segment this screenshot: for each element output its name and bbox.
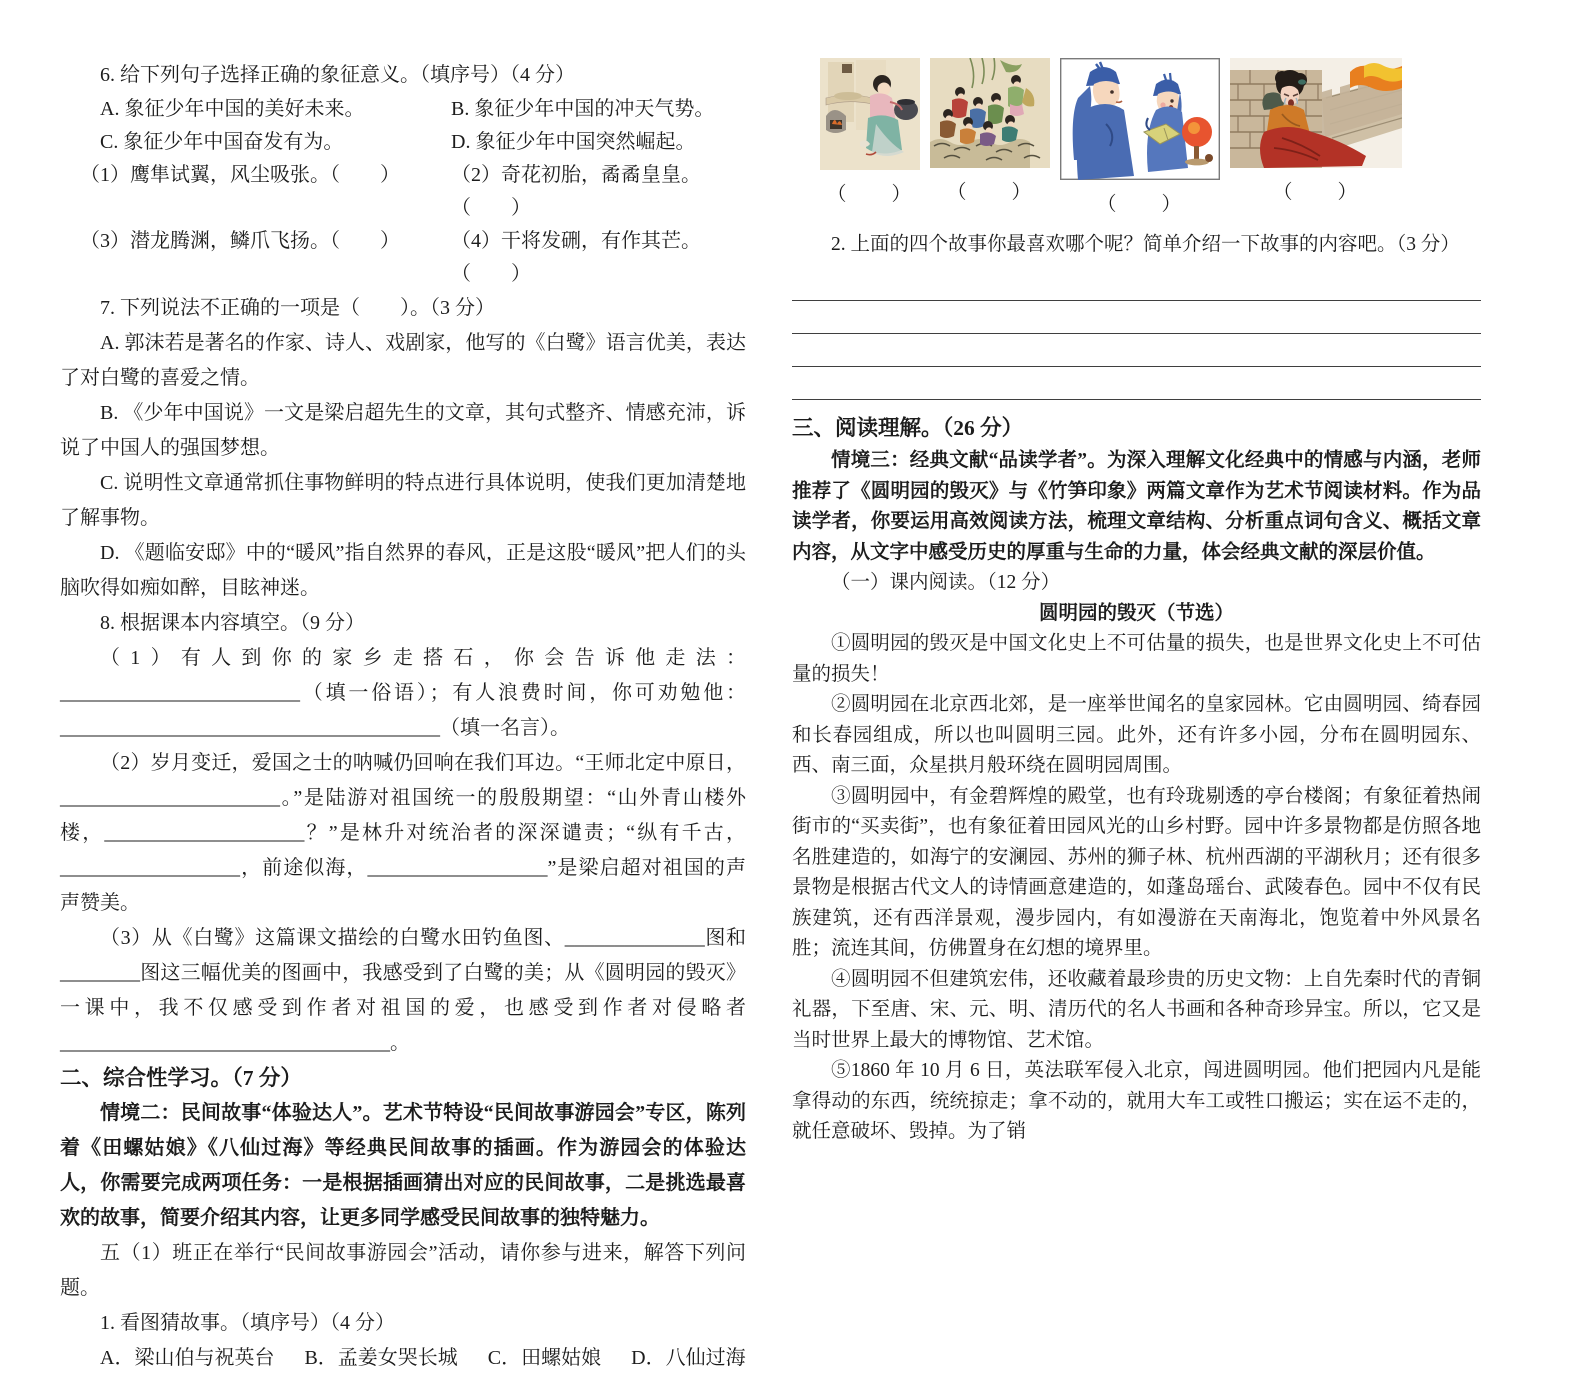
illustration-liang-zhu	[1060, 58, 1220, 180]
answer-line	[792, 367, 1481, 400]
figure-2	[930, 58, 1050, 206]
question-8-item-1: （1）有人到你的家乡走搭石，你会告诉他走法：________________________（填一俗语）；有人浪费时间，你可劝勉他：______________________________________（填一名言）。	[60, 647, 746, 739]
story-option-d: D．八仙过海	[631, 1347, 746, 1369]
question-7-option-a: A. 郭沫若是著名的作家、诗人、戏剧家，他写的《白鹭》语言优美，表达了对白鹭的喜爱之情。	[60, 332, 746, 389]
question-2-answer-area	[792, 268, 1481, 400]
passage-title: 圆明园的毁灭（节选）	[1038, 602, 1234, 624]
illustration-mengjiangnv	[1230, 58, 1402, 168]
question-2-title: 2. 上面的四个故事你最喜欢哪个呢？简单介绍一下故事的内容吧。（3 分）	[831, 234, 1460, 255]
section-3-intro: 情境三：经典文献“品读学者”。为深入理解文化经典中的情感与内涵，老师推荐了《圆明园的毁灭》与《竹笋印象》两篇文章作为艺术节阅读材料。作为品读学者，你要运用高效阅读方法，梳理文章结构、分析重点词句含义、概括文章内容，从文字中感受历史的厚重与生命的力量，体会经典文献的深层价值。	[792, 450, 1481, 563]
question-8-item-2: （2）岁月变迁，爱国之士的呐喊仍回响在我们耳边。“王师北定中原日，______________________。”是陆游对祖国统一的殷殷期望：“山外青山楼外楼，____________________？”是林升对统治者的深深谴责；“纵有千古，__________________，前途似海，__________________”是梁启超对祖国的声声赞美。	[60, 752, 746, 914]
story-option-b: B．孟姜女哭长城	[304, 1347, 458, 1369]
illustration-tianluo-guniang	[820, 58, 920, 170]
question-6-item-1: （1）鹰隼试翼，风尘吸张。（ ）	[80, 164, 400, 186]
question-6-item-4: （4）干将发硎，有作其芒。（ ）	[451, 230, 702, 285]
figure-3	[1060, 58, 1220, 218]
story-option-c: C．田螺姑娘	[487, 1347, 602, 1369]
figure-1-answer-blank: （ ）	[826, 184, 913, 205]
question-6-items-row-1	[60, 159, 746, 225]
question-8-title: 8. 根据课本内容填空。（9 分）	[100, 612, 365, 634]
story-option-a: A．梁山伯与祝英台	[100, 1347, 275, 1369]
answer-line	[792, 334, 1481, 367]
left-column	[60, 58, 746, 1369]
question-8-item-3: （3）从《白鹭》这篇课文描绘的白鹭水田钓鱼图、______________图和________图这三幅优美的图画中，我感受到了白鹭的美；从《圆明园的毁灭》一课中，我不仅感受到作者对祖国的爱，也感受到作者对侵略者_________________________________。	[60, 927, 746, 1054]
figure-1	[820, 58, 920, 208]
question-6-option-b: B. 象征少年中国的冲天气势。	[451, 98, 715, 120]
question-6-options-row-2	[60, 126, 746, 159]
figure-2-answer-blank: （ ）	[946, 182, 1033, 203]
answer-line	[792, 301, 1481, 334]
question-7-option-b: B. 《少年中国说》一文是梁启超先生的文章，其句式整齐、情感充沛，诉说了中国人的强国梦想。	[60, 402, 746, 459]
question-6-option-a: A. 象征少年中国的美好未来。	[100, 98, 365, 120]
section-2-activity-line: 五（1）班正在举行“民间故事游园会”活动，请你参与进来，解答下列问题。	[60, 1242, 746, 1299]
section-2-intro: 情境二：民间故事“体验达人”。艺术节特设“民间故事游园会”专区，陈列着《田螺姑娘》《八仙过海》等经典民间故事的插画。作为游园会的体验达人，你需要完成两项任务：一是根据插画猜出对应的民间故事，二是挑选最喜欢的故事，简要介绍其内容，让更多同学感受民间故事的独特魅力。	[60, 1102, 746, 1229]
question-6-item-2: （2）奇花初胎，矞矞皇皇。（ ）	[451, 164, 702, 219]
passage-paragraph-1: ①圆明园的毁灭是中国文化史上不可估量的损失，也是世界文化史上不可估量的损失！	[792, 633, 1481, 685]
question-6-items-row-2	[60, 225, 746, 291]
question-6-item-3: （3）潜龙腾渊，鳞爪飞扬。（ ）	[80, 230, 400, 252]
figure-4-answer-blank: （ ）	[1272, 182, 1359, 203]
question-6-option-d: D. 象征少年中国突然崛起。	[451, 131, 696, 153]
question-6-title: 6. 给下列句子选择正确的象征意义。（填序号）（4 分）	[100, 64, 575, 86]
story-illustrations-row	[820, 58, 1481, 218]
answer-line	[792, 268, 1481, 301]
question-7-option-d: D. 《题临安邸》中的“暖风”指自然界的春风，正是这股“暖风”把人们的头脑吹得如痴如醉，目眩神迷。	[60, 542, 746, 599]
question-6-option-c: C. 象征少年中国奋发有为。	[100, 131, 344, 153]
passage-paragraph-2: ②圆明园在北京西北郊，是一座举世闻名的皇家园林。它由圆明园、绮春园和长春园组成，所以也叫圆明三园。此外，还有许多小园，分布在圆明园东、西、南三面，众星拱月般环绕在圆明园周围。	[792, 694, 1481, 776]
figure-3-answer-blank: （ ）	[1096, 194, 1183, 215]
section-2-title: 二、综合性学习。（7 分）	[60, 1066, 302, 1090]
passage-paragraph-3: ③圆明园中，有金碧辉煌的殿堂，也有玲珑剔透的亭台楼阁；有象征着热闹街市的“买卖街”，也有象征着田园风光的山乡村野。园中许多景物都是仿照各地名胜建造的，如海宁的安澜园、苏州的狮子林、杭州西湖的平湖秋月；还有很多景物是根据古代文人的诗情画意建造的，如蓬岛瑶台、武陵春色。园中不仅有民族建筑，还有西洋景观，漫步园内，有如漫游在天南海北，饱览着中外风景名胜；流连其间，仿佛置身在幻想的境界里。	[792, 785, 1481, 959]
question-6-options-row-1	[60, 93, 746, 126]
question-7-option-c: C. 说明性文章通常抓住事物鲜明的特点进行具体说明，使我们更加清楚地了解事物。	[60, 472, 746, 529]
passage-paragraph-5: ⑤1860 年 10 月 6 日，英法联军侵入北京，闯进圆明园。他们把园内凡是能拿得动的东西，统统掠走；拿不动的，就用大车工或牲口搬运；实在运不走的，就任意破坏、毁掉。为了销	[792, 1060, 1481, 1142]
passage-paragraph-4: ④圆明园不但建筑宏伟，还收藏着最珍贵的历史文物：上自先秦时代的青铜礼器，下至唐、宋、元、明、清历代的名人书画和各种奇珍异宝。所以，它又是当时世界上最大的博物馆、艺术馆。	[792, 968, 1481, 1051]
illustration-baxian-guohai	[930, 58, 1050, 168]
section-3-title: 三、阅读理解。（26 分）	[792, 416, 1024, 440]
section-3-subsection-title: （一）课内阅读。（12 分）	[831, 572, 1061, 593]
question-7-title: 7. 下列说法不正确的一项是（ ）。（3 分）	[100, 297, 495, 319]
section-2-question-1-title: 1. 看图猜故事。（填序号）（4 分）	[100, 1312, 395, 1334]
section-2-question-1-options	[60, 1341, 746, 1376]
right-column	[792, 58, 1481, 1142]
figure-4	[1230, 58, 1402, 206]
